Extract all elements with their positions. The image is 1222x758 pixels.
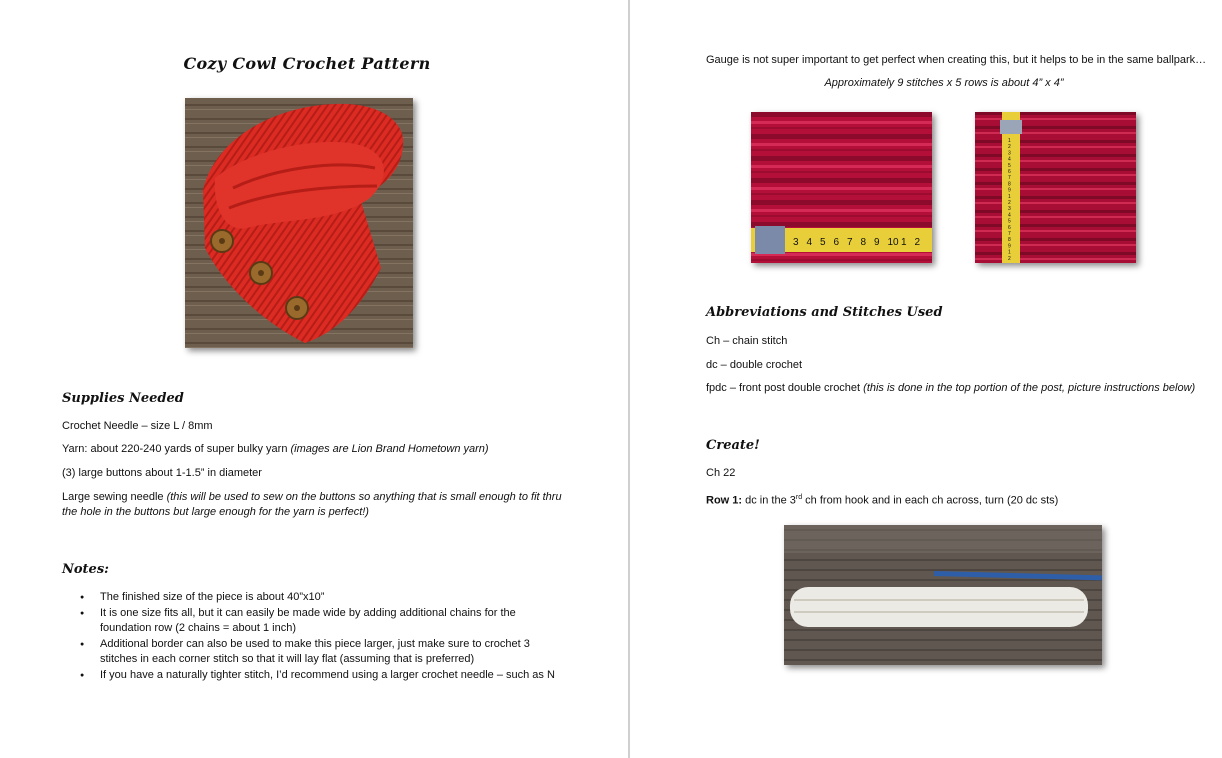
tape-number: 2 [1008, 255, 1011, 262]
tape-number: 4 [1008, 156, 1011, 163]
row1-photo [784, 525, 1102, 665]
cowl-photo [185, 98, 413, 348]
abbrev-fpdc-note: (this is done in the top portion of the post, picture instructions below) [863, 382, 1196, 394]
abbrev-dc: dc – double crochet [706, 359, 803, 371]
tape-number: 9 [1008, 243, 1011, 250]
row1-label: Row 1: [706, 494, 743, 507]
tape-number: 7 [1008, 231, 1011, 237]
tape-number: 1 [901, 237, 907, 248]
tape-number: 8 [1008, 181, 1011, 188]
supply-yarn-text: Yarn: about 220-240 yards of super bulky yarn [62, 443, 291, 455]
note-item: ● If you have a naturally tighter stitch, I’d recommend using a larger crochet needle – such as N [80, 668, 560, 684]
gauge-text: Gauge is not super important to get perfect when creating this, but it helps to be in the same ballpark… [706, 54, 1207, 66]
supply-sewing-note-2-text: the hole in the buttons but large enough for the yarn is perfect!) [62, 506, 369, 518]
tape-number: 3 [793, 237, 799, 248]
abbreviations-heading: Abbreviations and Stitches Used [706, 305, 943, 320]
supply-sewing-needle [62, 490, 562, 505]
tape-number: 8 [860, 237, 867, 248]
supply-needle: Crochet Needle – size L / 8mm [62, 420, 213, 432]
gauge-photo-vertical [975, 112, 1136, 263]
supply-buttons: (3) large buttons about 1-1.5” in diameter [62, 467, 262, 479]
row1-text-b: ch from hook and in each ch across, turn (20 dc sts) [802, 494, 1059, 507]
tape-number: 2 [914, 237, 921, 248]
create-heading: Create! [706, 438, 760, 453]
tape-number: 6 [1008, 224, 1011, 231]
tape-number: 8 [1008, 237, 1011, 244]
tape-number: 6 [1008, 169, 1011, 175]
supply-yarn [62, 442, 489, 457]
tape-number: 3 [1008, 150, 1011, 157]
supply-yarn-note: (images are Lion Brand Hometown yarn) [290, 443, 489, 455]
tape-number: 3 [1008, 206, 1011, 213]
notes-list [80, 590, 560, 683]
supplies-heading: Supplies Needed [62, 391, 184, 406]
note-item: ● Additional border can also be used to make this piece larger, just make sure to crochet 3 stitches in each corner stitch so that it will lay flat (assuming that is preferred) [80, 637, 560, 668]
tape-number: 7 [847, 237, 853, 248]
row1-superscript: rd [795, 494, 803, 501]
gauge-measure-text: Approximately 9 stitches x 5 rows is about 4” x 4” [824, 77, 1064, 89]
tape-number: 4 [1008, 212, 1011, 219]
tape-number: 2 [1008, 144, 1011, 151]
tape-number: 1 [1008, 193, 1011, 200]
abbrev-fpdc [706, 381, 1195, 396]
tape-number: 4 [806, 237, 813, 248]
instruction-ch22: Ch 22 [706, 467, 736, 479]
note-item: ● It is one size fits all, but it can easily be made wide by adding additional chains for the foundation row (2 chains = about 1 inch) [80, 606, 560, 637]
tape-number: 5 [1008, 162, 1011, 169]
tape-number: 5 [820, 237, 826, 248]
tape-number: 6 [833, 237, 840, 248]
row1-text-a: dc in the 3 [742, 494, 796, 507]
supply-sewing-text: Large sewing needle [62, 491, 167, 503]
page-title: Cozy Cowl Crochet Pattern [183, 54, 431, 73]
gauge-measure [630, 76, 1222, 91]
tape-number: 1 [1008, 138, 1011, 144]
abbrev-fpdc-text: fpdc – front post double crochet [706, 382, 864, 394]
tape-number: 5 [1008, 218, 1011, 225]
note-item: ● The finished size of the piece is about 40”x10” [80, 590, 560, 606]
tape-number: 9 [1008, 187, 1011, 194]
tape-number: 7 [1008, 175, 1011, 182]
supply-sewing-note-2 [62, 505, 369, 520]
tape-v-numbers [1008, 138, 1011, 262]
tape-number: 9 [874, 237, 880, 248]
right-page [630, 0, 1222, 758]
gauge-photo-horizontal [751, 112, 932, 263]
notes-heading: Notes: [62, 562, 109, 577]
tape-number: 10 [887, 237, 899, 248]
tape-number: 2 [1008, 200, 1011, 206]
instruction-row1 [706, 490, 1058, 509]
tape-number: 1 [1008, 249, 1011, 256]
supply-sewing-note-1: (this will be used to sew on the buttons so anything that is small enough to fit thru [166, 491, 562, 503]
abbrev-chain: Ch – chain stitch [706, 335, 788, 347]
